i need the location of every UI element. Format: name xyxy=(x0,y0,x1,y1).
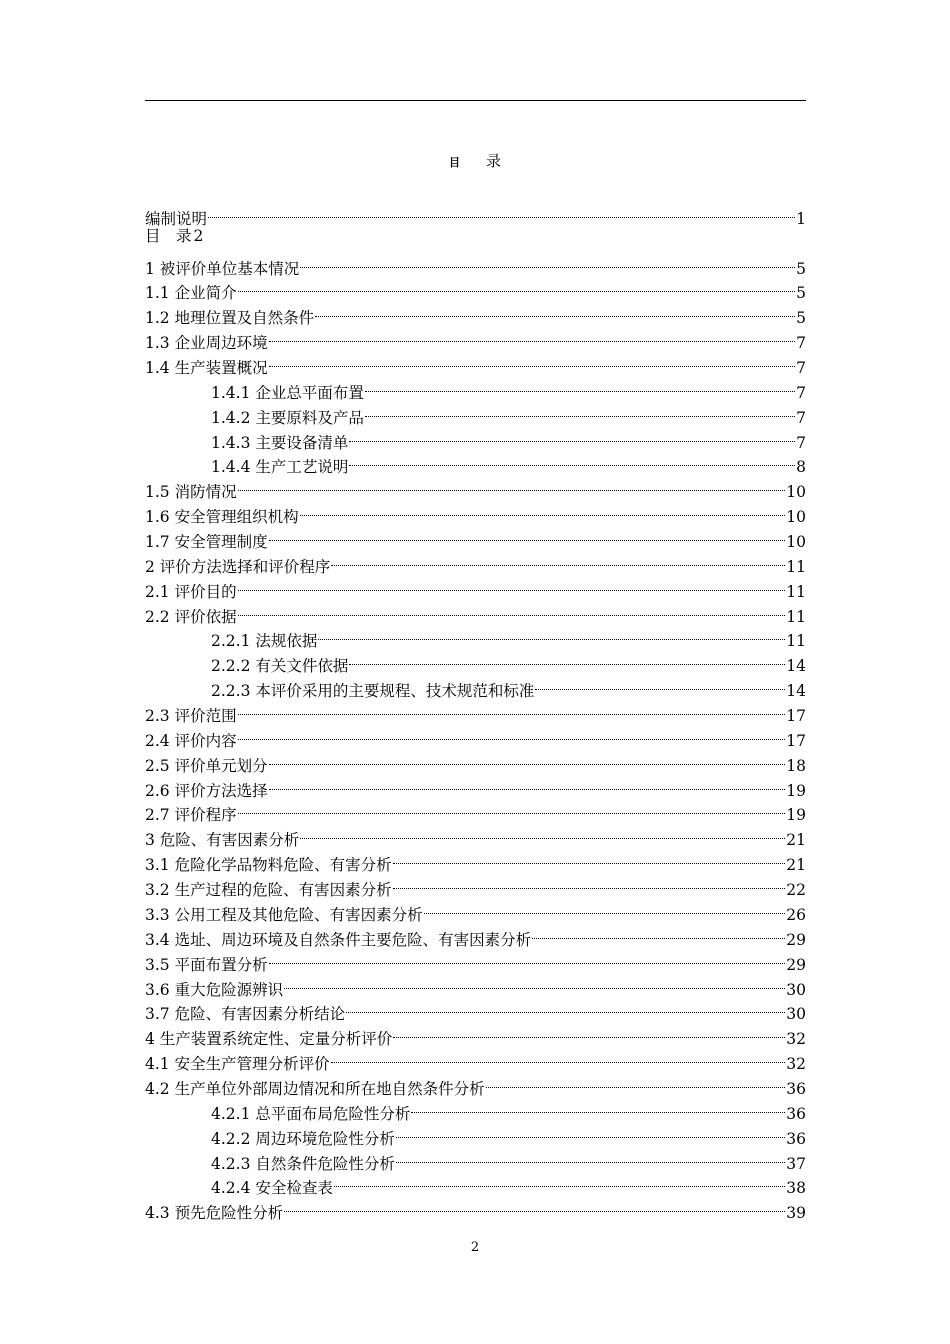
toc-entry-page: 11 xyxy=(786,582,806,601)
toc-entry[interactable] xyxy=(145,721,806,750)
toc-entry-label: 2.1 评价目的 xyxy=(145,582,237,601)
toc-entry[interactable] xyxy=(145,572,806,601)
toc-entry-page: 37 xyxy=(786,1154,806,1173)
toc-entry-page: 7 xyxy=(796,383,806,402)
toc-entry-page: 14 xyxy=(786,682,806,701)
toc-entry-label: 2.2.2 有关文件依据 xyxy=(211,657,349,676)
toc-dot-leader xyxy=(365,373,795,398)
toc-entry[interactable] xyxy=(145,820,806,850)
toc-entry-page: 39 xyxy=(786,1204,806,1223)
toc-entry-label: 3.6 重大危险源辨识 xyxy=(145,980,284,999)
toc-entry-page: 5 xyxy=(796,259,806,278)
toc-entry[interactable] xyxy=(145,224,806,249)
toc-dot-leader xyxy=(269,323,796,348)
toc-entry-page: 5 xyxy=(796,284,806,303)
toc-entry[interactable] xyxy=(145,249,806,278)
toc-entry-page: 17 xyxy=(786,707,806,726)
toc-dot-leader xyxy=(238,796,786,821)
toc-entry-label: 编制说明 xyxy=(145,209,208,228)
toc-entry[interactable] xyxy=(145,622,806,651)
toc-dot-leader xyxy=(269,771,786,796)
toc-dot-leader xyxy=(269,945,786,970)
toc-entry-page: 17 xyxy=(786,731,806,750)
toc-entry-page: 36 xyxy=(786,1104,806,1123)
toc-entry-label: 2.4 评价内容 xyxy=(145,731,237,750)
toc-dot-leader xyxy=(269,348,796,373)
toc-dot-leader xyxy=(238,274,796,299)
toc-entry-label: 1.6 安全管理组织机构 xyxy=(145,508,299,527)
toc-dot-leader xyxy=(300,249,795,274)
toc-entry-label: 1.4.1 企业总平面布置 xyxy=(211,383,364,402)
toc-entry-label: 3.2 生产过程的危险、有害因素分析 xyxy=(145,881,392,900)
toc-entry-label: 4.1 安全生产管理分析评价 xyxy=(145,1055,330,1074)
toc-entry-label: 1.1 企业简介 xyxy=(145,284,237,303)
toc-dot-leader xyxy=(238,572,786,597)
toc-dot-leader xyxy=(208,199,795,224)
toc-entry-page: 2 xyxy=(193,226,204,245)
toc-entry[interactable] xyxy=(145,597,806,626)
toc-entry-label: 4.3 预先危险性分析 xyxy=(145,1204,284,1223)
toc-entry[interactable] xyxy=(145,274,806,303)
toc-dot-leader xyxy=(284,970,785,995)
toc-dot-leader xyxy=(346,995,785,1020)
toc-entry-label: 1.3 企业周边环境 xyxy=(145,334,268,353)
toc-entry-page: 29 xyxy=(786,955,806,974)
toc-entry-page: 7 xyxy=(796,408,806,427)
toc-entry-page: 10 xyxy=(786,533,806,552)
toc-entry-page: 22 xyxy=(786,881,806,900)
toc-entry-page: 32 xyxy=(786,1030,806,1049)
toc-entry-label: 4.2 生产单位外部周边情况和所在地自然条件分析 xyxy=(145,1079,485,1098)
toc-entry-page: 8 xyxy=(796,458,806,477)
toc-dot-leader xyxy=(535,671,785,696)
toc-entry[interactable] xyxy=(145,199,806,228)
toc-entry-label: 1.4.4 生产工艺说明 xyxy=(211,458,349,477)
toc-entry-page: 10 xyxy=(786,483,806,502)
toc-dot-leader xyxy=(365,398,795,423)
toc-entry[interactable] xyxy=(145,696,806,726)
toc-dot-leader xyxy=(393,1019,785,1044)
toc-dot-leader xyxy=(393,845,786,870)
toc-entry-label: 2.3 评价范围 xyxy=(145,707,237,726)
toc-entry-label: 2.6 评价方法选择 xyxy=(145,781,268,800)
toc-entry-page: 21 xyxy=(786,831,806,850)
toc-entry-page: 29 xyxy=(786,930,806,949)
toc-dot-leader xyxy=(532,920,785,945)
toc-entry-page: 19 xyxy=(786,781,806,800)
toc-dot-leader xyxy=(393,870,786,895)
toc-dot-leader xyxy=(315,298,795,323)
toc-entry[interactable] xyxy=(145,472,806,502)
toc-dot-leader xyxy=(238,472,786,497)
toc-dot-leader xyxy=(411,1094,785,1119)
toc-dot-leader xyxy=(486,1069,786,1094)
toc-entry-page: 19 xyxy=(786,806,806,825)
toc-entry-page: 11 xyxy=(786,607,806,626)
toc-entry-page: 30 xyxy=(786,1005,806,1024)
toc-entry-page: 32 xyxy=(786,1055,806,1074)
toc-entry-label: 2.2 评价依据 xyxy=(145,607,237,626)
toc-dot-leader xyxy=(349,423,795,448)
toc-dot-leader xyxy=(269,746,786,771)
toc-entry-label: 4 生产装置系统定性、定量分析评价 xyxy=(145,1030,393,1049)
toc-dot-leader xyxy=(331,1044,786,1069)
toc-entry-page: 11 xyxy=(786,632,806,651)
toc-entry-label: 1.4.2 主要原料及产品 xyxy=(211,408,364,427)
toc-title-part2: 录 xyxy=(485,152,501,170)
toc-dot-leader xyxy=(424,895,786,920)
toc-entry-page: 36 xyxy=(786,1129,806,1148)
toc-dot-leader xyxy=(396,1144,785,1169)
toc-entry-label: 4.2.3 自然条件危险性分析 xyxy=(211,1154,395,1173)
header-rule xyxy=(145,100,806,101)
toc-entry-page: 26 xyxy=(786,905,806,924)
toc-entry-label: 3.1 危险化学品物料危险、有害分析 xyxy=(145,856,392,875)
toc-entry-page: 7 xyxy=(796,433,806,452)
toc-entry-label: 1.4 生产装置概况 xyxy=(145,359,268,378)
table-of-contents xyxy=(145,199,806,1223)
toc-dot-leader xyxy=(238,696,786,721)
toc-entry[interactable] xyxy=(145,796,806,825)
toc-entry-page: 10 xyxy=(786,508,806,527)
toc-title-part1: 目 xyxy=(448,156,460,169)
toc-dot-leader xyxy=(284,1193,785,1218)
toc-dot-leader xyxy=(349,646,785,671)
toc-entry-page: 30 xyxy=(786,980,806,999)
toc-entry-label: 2.7 评价程序 xyxy=(145,806,237,825)
toc-dot-leader xyxy=(331,547,785,572)
toc-dot-leader xyxy=(300,497,786,522)
toc-entry-label: 2 评价方法选择和评价程序 xyxy=(145,557,331,576)
toc-entry-page: 14 xyxy=(786,657,806,676)
toc-entry-label: 1.7 安全管理制度 xyxy=(145,533,268,552)
toc-dot-leader xyxy=(238,597,786,622)
toc-title xyxy=(0,150,950,171)
toc-entry-page: 36 xyxy=(786,1079,806,1098)
toc-entry-label: 4.2.4 安全检查表 xyxy=(211,1179,333,1198)
toc-entry-label: 3.4 选址、周边环境及自然条件主要危险、有害因素分析 xyxy=(145,930,532,949)
toc-dot-leader xyxy=(349,448,795,473)
toc-entry-page: 7 xyxy=(796,359,806,378)
toc-entry-label: 2.2.3 本评价采用的主要规程、技术规范和标准 xyxy=(211,682,535,701)
toc-dot-leader xyxy=(334,1169,785,1194)
toc-dot-leader xyxy=(238,721,786,746)
toc-entry-label: 1.4.3 主要设备清单 xyxy=(211,433,349,452)
toc-dot-leader xyxy=(300,820,785,845)
toc-entry-page: 5 xyxy=(796,309,806,328)
toc-entry-label: 1.2 地理位置及自然条件 xyxy=(145,309,315,328)
toc-entry-page: 21 xyxy=(786,856,806,875)
toc-entry-label: 1.5 消防情况 xyxy=(145,483,237,502)
toc-entry-label: 3 危险、有害因素分析 xyxy=(145,831,300,850)
toc-entry-label: 4.2.2 周边环境危险性分析 xyxy=(211,1129,395,1148)
toc-entry-label: 1 被评价单位基本情况 xyxy=(145,259,300,278)
toc-entry-label: 3.7 危险、有害因素分析结论 xyxy=(145,1005,346,1024)
toc-dot-leader xyxy=(318,622,785,647)
toc-entry-label: 2.2.1 法规依据 xyxy=(211,632,318,651)
toc-entry[interactable] xyxy=(145,746,806,775)
toc-dot-leader xyxy=(269,522,786,547)
toc-entry-page: 11 xyxy=(786,557,806,576)
toc-entry-label: 4.2.1 总平面布局危险性分析 xyxy=(211,1104,411,1123)
toc-entry-page: 7 xyxy=(796,334,806,353)
toc-entry-page: 1 xyxy=(796,209,806,228)
toc-entry-label: 3.3 公用工程及其他危险、有害因素分析 xyxy=(145,905,423,924)
toc-entry-page: 38 xyxy=(786,1179,806,1198)
toc-dot-leader xyxy=(396,1119,785,1144)
toc-entry[interactable] xyxy=(145,298,806,328)
toc-entry-label: 目 录 xyxy=(145,226,192,245)
toc-entry-page: 18 xyxy=(786,756,806,775)
toc-entry[interactable] xyxy=(145,497,806,527)
toc-entry-label: 2.5 评价单元划分 xyxy=(145,756,268,775)
page-number: 2 xyxy=(470,1240,480,1255)
toc-entry-label: 3.5 平面布置分析 xyxy=(145,955,268,974)
